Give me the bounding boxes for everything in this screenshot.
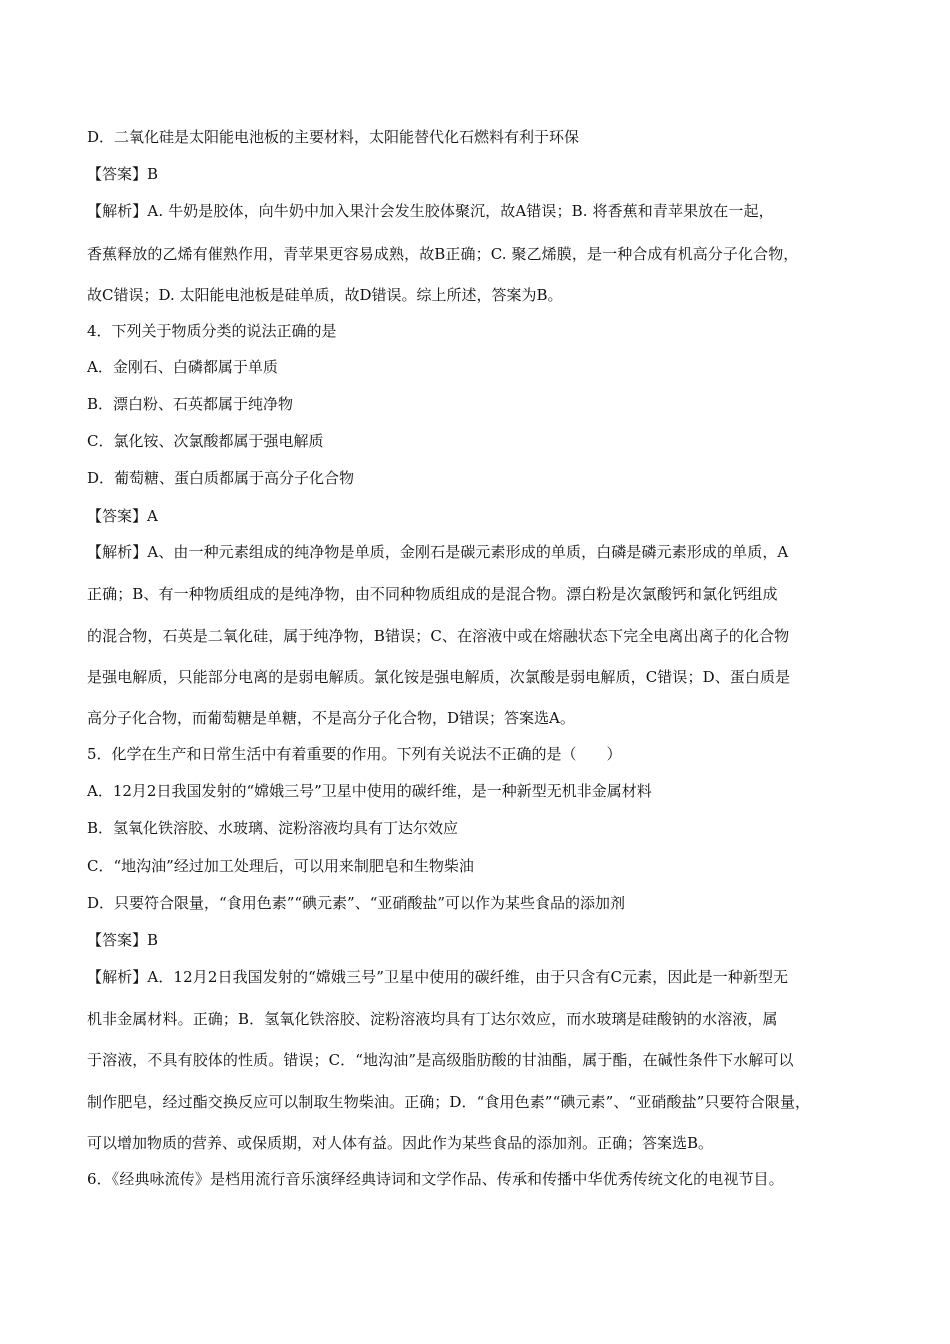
- explanation-line: 【解析】A．12月2日我国发射的“嫦娥三号”卫星中使用的碳纤维，由于只含有C元素，因此是一种新型无: [87, 968, 789, 986]
- explanation-line: 制作肥皂，经过酯交换反应可以制取生物柴油。正确；D．“食用色素”“碘元素”、“亚硝酸盐”只要符合限量，: [87, 1093, 811, 1111]
- option-d-line: D．葡萄糖、蛋白质都属于高分子化合物: [87, 469, 355, 487]
- question-6-stem: 6．《经典咏流传》是档用流行音乐演绎经典诗词和文学作品、传承和传播中华优秀传统文化的电视节目。: [87, 1170, 784, 1188]
- explanation-line: 高分子化合物，而葡萄糖是单糖，不是高分子化合物，D错误；答案选A。: [87, 709, 575, 727]
- explanation-line: 正确；B、有一种物质组成的是纯净物，由不同种物质组成的是混合物。漂白粉是次氯酸钙和氯化钙组成: [87, 585, 778, 603]
- option-d-line: D．二氧化硅是太阳能电池板的主要材料，太阳能替代化石燃料有利于环保: [87, 128, 580, 146]
- answer-label: 【答案】B: [87, 931, 159, 949]
- explanation-line: 香蕉释放的乙烯有催熟作用，青苹果更容易成熟，故B正确；C. 聚乙烯膜，是一种合成有机高分子化合物，: [87, 245, 799, 263]
- explanation-line: 的混合物，石英是二氧化硅，属于纯净物，B错误；C、在溶液中或在熔融状态下完全电离出离子的化合物: [87, 627, 790, 645]
- explanation-line: 于溶液，不具有胶体的性质。错误；C．“地沟油”是高级脂肪酸的甘油酯，属于酯，在碱性条件下水解可以: [87, 1051, 794, 1069]
- answer-label: 【答案】B: [87, 165, 159, 183]
- option-a-line: A．金刚石、白磷都属于单质: [87, 358, 278, 376]
- option-c-line: C．氯化铵、次氯酸都属于强电解质: [87, 432, 324, 450]
- option-b-line: B．氢氧化铁溶胶、水玻璃、淀粉溶液均具有丁达尔效应: [87, 819, 459, 837]
- option-a-line: A．12月2日我国发射的“嫦娥三号”卫星中使用的碳纤维，是一种新型无机非金属材料: [87, 782, 652, 800]
- explanation-line: 【解析】A. 牛奶是胶体，向牛奶中加入果汁会发生胶体聚沉，故A错误；B. 将香蕉和青苹果放在一起，: [87, 202, 774, 220]
- explanation-line: 可以增加物质的营养、或保质期，对人体有益。因此作为某些食品的添加剂。正确；答案选B。: [87, 1134, 714, 1152]
- option-b-line: B．漂白粉、石英都属于纯净物: [87, 395, 294, 413]
- option-c-line: C．“地沟油”经过加工处理后，可以用来制肥皂和生物柴油: [87, 857, 474, 875]
- explanation-line: 机非金属材料。正确；B．氢氧化铁溶胶、淀粉溶液均具有丁达尔效应，而水玻璃是硅酸钠的水溶液，属: [87, 1010, 778, 1028]
- explanation-line: 故C错误；D. 太阳能电池板是硅单质，故D错误。综上所述，答案为B。: [87, 286, 563, 304]
- question-4-stem: 4．下列关于物质分类的说法正确的是: [87, 322, 337, 340]
- explanation-line: 【解析】A、由一种元素组成的纯净物是单质，金刚石是碳元素形成的单质，白磷是磷元素形成的单质，A: [87, 543, 789, 561]
- explanation-line: 是强电解质，只能部分电离的是弱电解质。氯化铵是强电解质，次氯酸是弱电解质，C错误；D、蛋白质是: [87, 668, 791, 686]
- question-5-stem: 5．化学在生产和日常生活中有着重要的作用。下列有关说法不正确的是（ ）: [87, 745, 622, 763]
- option-d-line: D．只要符合限量，“食用色素”“碘元素”、“亚硝酸盐”可以作为某些食品的添加剂: [87, 894, 626, 912]
- answer-label: 【答案】A: [87, 507, 158, 525]
